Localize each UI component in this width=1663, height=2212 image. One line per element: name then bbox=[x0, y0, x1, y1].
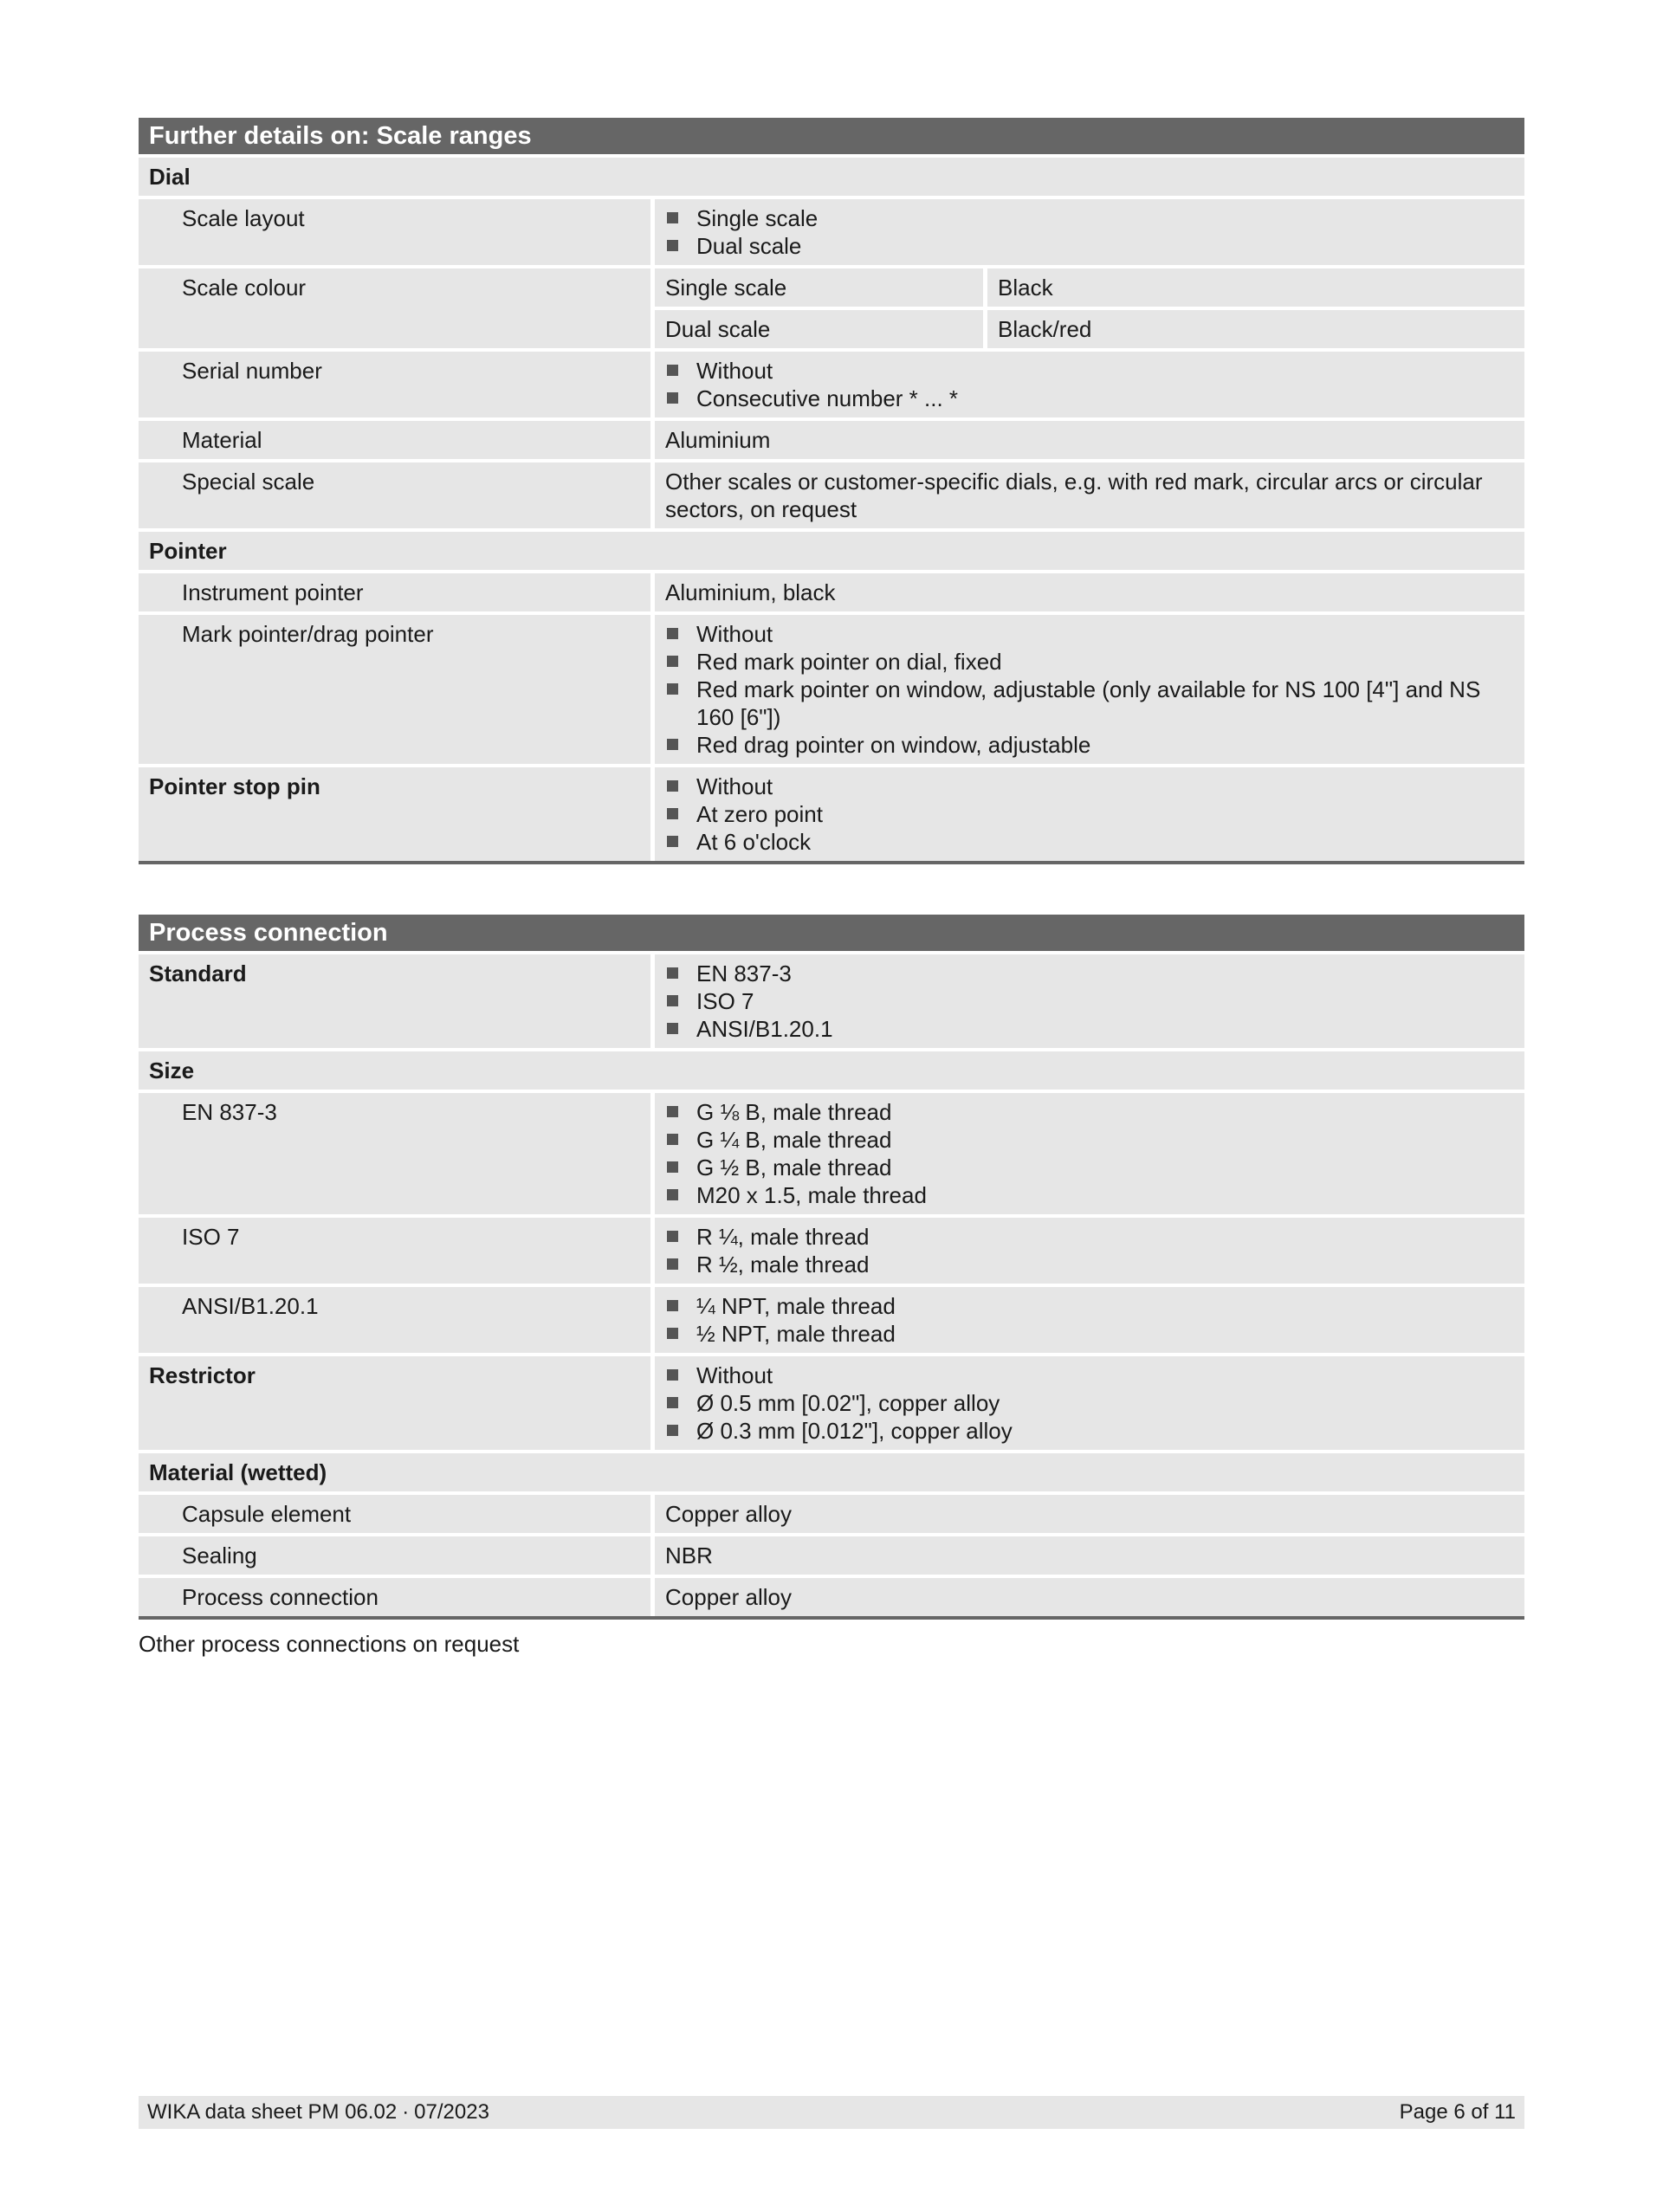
sealing-row bbox=[139, 1536, 1524, 1575]
serial-number-label: Serial number bbox=[139, 352, 650, 417]
dial-material-value: Aluminium bbox=[655, 421, 1524, 459]
process-note: Other process connections on request bbox=[139, 1631, 520, 1657]
standard-value bbox=[655, 954, 1524, 1048]
size-iso-value bbox=[655, 1218, 1524, 1284]
pointer-section-row bbox=[139, 532, 1524, 570]
material-wetted-label: Material (wetted) bbox=[139, 1453, 1524, 1491]
dial-label: Dial bbox=[139, 158, 1524, 196]
pointer-stop-pin-row bbox=[139, 767, 1524, 861]
list-item: Red mark pointer on window, adjustable (only available for NS 100 [4"] and NS 160 [6"]) bbox=[665, 676, 1514, 731]
scale-colour-row bbox=[139, 268, 1524, 348]
footer-document-id: WIKA data sheet PM 06.02 ∙ 07/2023 bbox=[147, 2100, 489, 2124]
size-iso-row bbox=[139, 1218, 1524, 1284]
process-connection-material-value: Copper alloy bbox=[655, 1578, 1524, 1616]
mark-pointer-value bbox=[655, 615, 1524, 764]
restrictor-value bbox=[655, 1356, 1524, 1450]
size-ansi-value bbox=[655, 1287, 1524, 1353]
list-item: At zero point bbox=[665, 800, 1514, 828]
list-item: Without bbox=[665, 620, 1514, 648]
list-item: G ½ B, male thread bbox=[665, 1154, 1514, 1181]
list-item: ANSI/B1.20.1 bbox=[665, 1015, 1514, 1043]
restrictor-label: Restrictor bbox=[139, 1356, 650, 1450]
dial-section-row bbox=[139, 158, 1524, 196]
size-en-row bbox=[139, 1093, 1524, 1214]
list-item: Ø 0.5 mm [0.02"], copper alloy bbox=[665, 1389, 1514, 1417]
process-connection-material-row bbox=[139, 1578, 1524, 1616]
instrument-pointer-row bbox=[139, 573, 1524, 611]
serial-number-value bbox=[655, 352, 1524, 417]
list-item: M20 x 1.5, male thread bbox=[665, 1181, 1514, 1209]
sealing-label: Sealing bbox=[139, 1536, 650, 1575]
footer-page-number: Page 6 of 11 bbox=[1399, 2100, 1516, 2124]
list-item: Dual scale bbox=[665, 232, 1514, 260]
list-item: At 6 o'clock bbox=[665, 828, 1514, 856]
list-item: G ⅛ B, male thread bbox=[665, 1098, 1514, 1126]
process-connection-material-label: Process connection bbox=[139, 1578, 650, 1616]
process-connection-header: Process connection bbox=[139, 915, 1524, 951]
dial-material-label: Material bbox=[139, 421, 650, 459]
dial-material-row bbox=[139, 421, 1524, 459]
sealing-value: NBR bbox=[655, 1536, 1524, 1575]
pointer-label: Pointer bbox=[139, 532, 1524, 570]
list-item: ½ NPT, male thread bbox=[665, 1320, 1514, 1348]
size-ansi-label: ANSI/B1.20.1 bbox=[139, 1287, 650, 1353]
scale-colour-subrow bbox=[655, 310, 1524, 348]
list-item: Without bbox=[665, 773, 1514, 800]
pointer-stop-pin-value bbox=[655, 767, 1524, 861]
scale-layout-label: Scale layout bbox=[139, 199, 650, 265]
list-item: EN 837-3 bbox=[665, 960, 1514, 987]
scale-layout-value bbox=[655, 199, 1524, 265]
list-item: R ½, male thread bbox=[665, 1251, 1514, 1278]
restrictor-row bbox=[139, 1356, 1524, 1450]
serial-number-row bbox=[139, 352, 1524, 417]
material-wetted-section-row bbox=[139, 1453, 1524, 1491]
instrument-pointer-value: Aluminium, black bbox=[655, 573, 1524, 611]
list-item: Without bbox=[665, 1361, 1514, 1389]
capsule-element-value: Copper alloy bbox=[655, 1495, 1524, 1533]
standard-row bbox=[139, 954, 1524, 1048]
scale-ranges-table bbox=[139, 118, 1524, 864]
mark-pointer-row bbox=[139, 615, 1524, 764]
scale-layout-row bbox=[139, 199, 1524, 265]
list-item: ¼ NPT, male thread bbox=[665, 1292, 1514, 1320]
list-item: Without bbox=[665, 357, 1514, 385]
size-label: Size bbox=[139, 1051, 1524, 1090]
size-en-label: EN 837-3 bbox=[139, 1093, 650, 1214]
instrument-pointer-label: Instrument pointer bbox=[139, 573, 650, 611]
list-item: Consecutive number * ... * bbox=[665, 385, 1514, 412]
size-ansi-row bbox=[139, 1287, 1524, 1353]
list-item: ISO 7 bbox=[665, 987, 1514, 1015]
standard-label: Standard bbox=[139, 954, 650, 1048]
list-item: Single scale bbox=[665, 204, 1514, 232]
list-item: Red mark pointer on dial, fixed bbox=[665, 648, 1514, 676]
scale-colour-subtable bbox=[655, 268, 1524, 348]
pointer-stop-pin-label: Pointer stop pin bbox=[139, 767, 650, 861]
special-scale-row bbox=[139, 462, 1524, 528]
list-item: R ¼, male thread bbox=[665, 1223, 1514, 1251]
special-scale-label: Special scale bbox=[139, 462, 650, 528]
capsule-element-row bbox=[139, 1495, 1524, 1533]
capsule-element-label: Capsule element bbox=[139, 1495, 650, 1533]
size-iso-label: ISO 7 bbox=[139, 1218, 650, 1284]
scale-ranges-header: Further details on: Scale ranges bbox=[139, 118, 1524, 154]
scale-type: Dual scale bbox=[655, 310, 983, 348]
scale-colour-subrow bbox=[655, 268, 1524, 307]
list-item: G ¼ B, male thread bbox=[665, 1126, 1514, 1154]
page-footer bbox=[139, 2096, 1524, 2129]
scale-colour-value: Black/red bbox=[987, 310, 1524, 348]
special-scale-value: Other scales or customer-specific dials, e.g. with red mark, circular arcs or circular sectors, on request bbox=[655, 462, 1524, 528]
scale-colour-value: Black bbox=[987, 268, 1524, 307]
size-en-value bbox=[655, 1093, 1524, 1214]
list-item: Ø 0.3 mm [0.012"], copper alloy bbox=[665, 1417, 1514, 1445]
scale-colour-label: Scale colour bbox=[139, 268, 650, 348]
scale-type: Single scale bbox=[655, 268, 983, 307]
mark-pointer-label: Mark pointer/drag pointer bbox=[139, 615, 650, 764]
size-section-row bbox=[139, 1051, 1524, 1090]
list-item: Red drag pointer on window, adjustable bbox=[665, 731, 1514, 759]
process-connection-table bbox=[139, 915, 1524, 1620]
